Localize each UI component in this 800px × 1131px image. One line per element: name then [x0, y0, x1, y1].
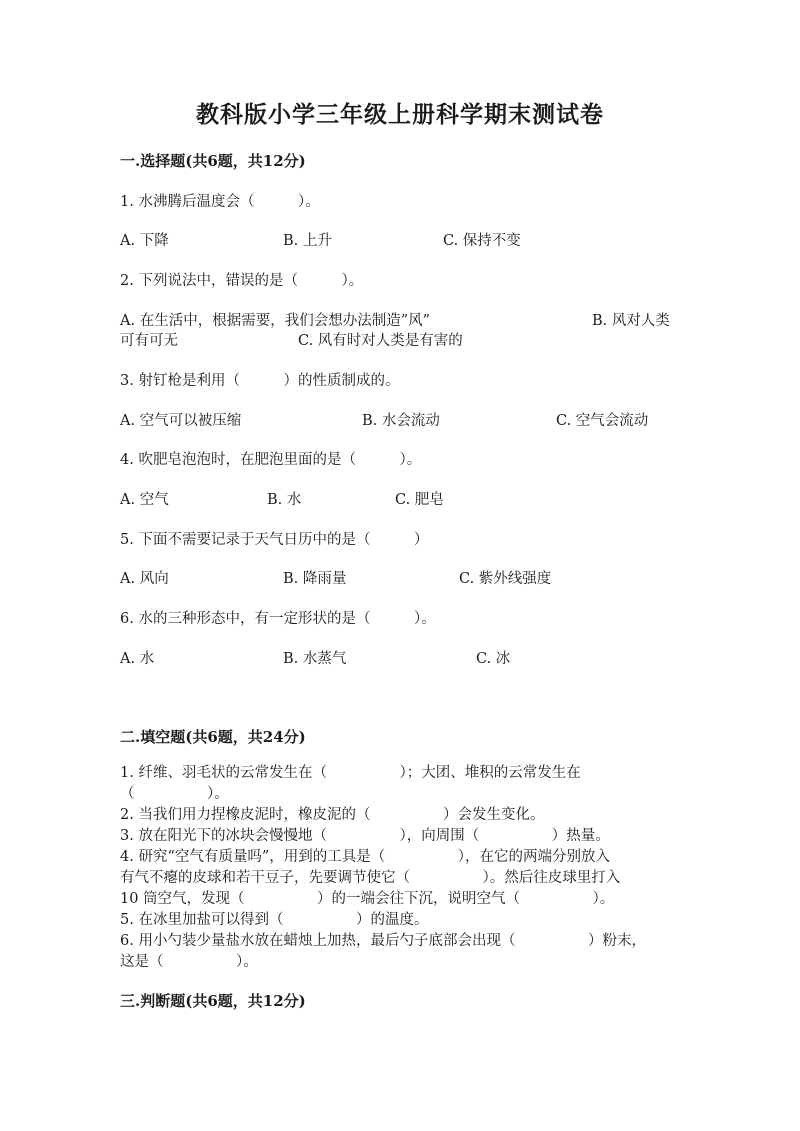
- option-b: B. 水蒸气: [283, 651, 347, 667]
- option-b-continued: 可有可无: [120, 333, 178, 349]
- option-b: B. 风对人类: [592, 313, 670, 329]
- option-a: A. 风向: [120, 571, 169, 587]
- fill-line: 3. 放在阳光下的冰块会慢慢地（ ），向周围（ ）热量。: [120, 828, 610, 844]
- question-stem: 6. 水的三种形态中，有一定形状的是（ ）。: [120, 611, 436, 627]
- fill-line: 1. 纤维、羽毛状的云常发生在（ ）；大团、堆积的云常发生在: [120, 765, 581, 781]
- exam-title: 教科版小学三年级上册科学期末测试卷: [196, 101, 604, 128]
- option-c: C. 空气会流动: [556, 413, 649, 429]
- option-c: C. 保持不变: [443, 233, 521, 249]
- fill-line: 5. 在冰里加盐可以得到（ ）的温度。: [120, 912, 429, 928]
- fill-line: 4. 研究“空气有质量吗”，用到的工具是（ ），在它的两端分别放入: [120, 849, 611, 865]
- question-stem: 3. 射钉枪是利用（ ）的性质制成的。: [120, 373, 400, 389]
- question-stem: 1. 水沸腾后温度会（ ）。: [120, 194, 320, 210]
- option-b: B. 水: [267, 492, 302, 508]
- question-stem: 4. 吹肥皂泡泡时，在肥泡里面的是（ ）。: [120, 452, 422, 468]
- fill-line: 10 筒空气，发现（ ）的一端会往下沉，说明空气（ ）。: [120, 891, 615, 907]
- fill-line: （ ）。: [120, 786, 229, 802]
- fill-line: 6. 用小勺装少量盐水放在蜡烛上加热，最后勺子底部会出现（ ）粉末，: [120, 933, 646, 949]
- fill-line: 有气不瘪的皮球和若干豆子，先要调节使它（ ）。然后往皮球里打入: [120, 870, 621, 886]
- option-a: A. 空气: [120, 492, 169, 508]
- question-stem: 5. 下面不需要记录于天气日历中的是（ ）: [120, 532, 429, 548]
- fill-line: 这是（ ）。: [120, 954, 258, 970]
- fill-line: 2. 当我们用力捏橡皮泥时，橡皮泥的（ ）会发生变化。: [120, 807, 545, 823]
- section-heading-choice: 一.选择题(共6题，共12分): [120, 152, 306, 170]
- option-c: C. 紫外线强度: [459, 571, 552, 587]
- option-c: C. 肥皂: [395, 492, 444, 508]
- section-heading-judgment: 三.判断题(共6题，共12分): [120, 992, 306, 1010]
- question-stem: 2. 下列说法中，错误的是（ ）。: [120, 273, 364, 289]
- option-a: A. 下降: [120, 233, 169, 249]
- option-a: A. 空气可以被压缩: [120, 413, 242, 429]
- option-c: C. 冰: [476, 651, 511, 667]
- option-b: B. 上升: [283, 233, 332, 249]
- option-b: B. 水会流动: [362, 413, 440, 429]
- option-b: B. 降雨量: [283, 571, 347, 587]
- section-heading-fill-blank: 二.填空题(共6题，共24分): [120, 728, 306, 746]
- fill-blank-questions: [120, 763, 690, 973]
- option-c: C. 风有时对人类是有害的: [298, 333, 463, 349]
- option-a: A. 在生活中，根据需要，我们会想办法制造”风”: [120, 313, 431, 329]
- option-a: A. 水: [120, 651, 155, 667]
